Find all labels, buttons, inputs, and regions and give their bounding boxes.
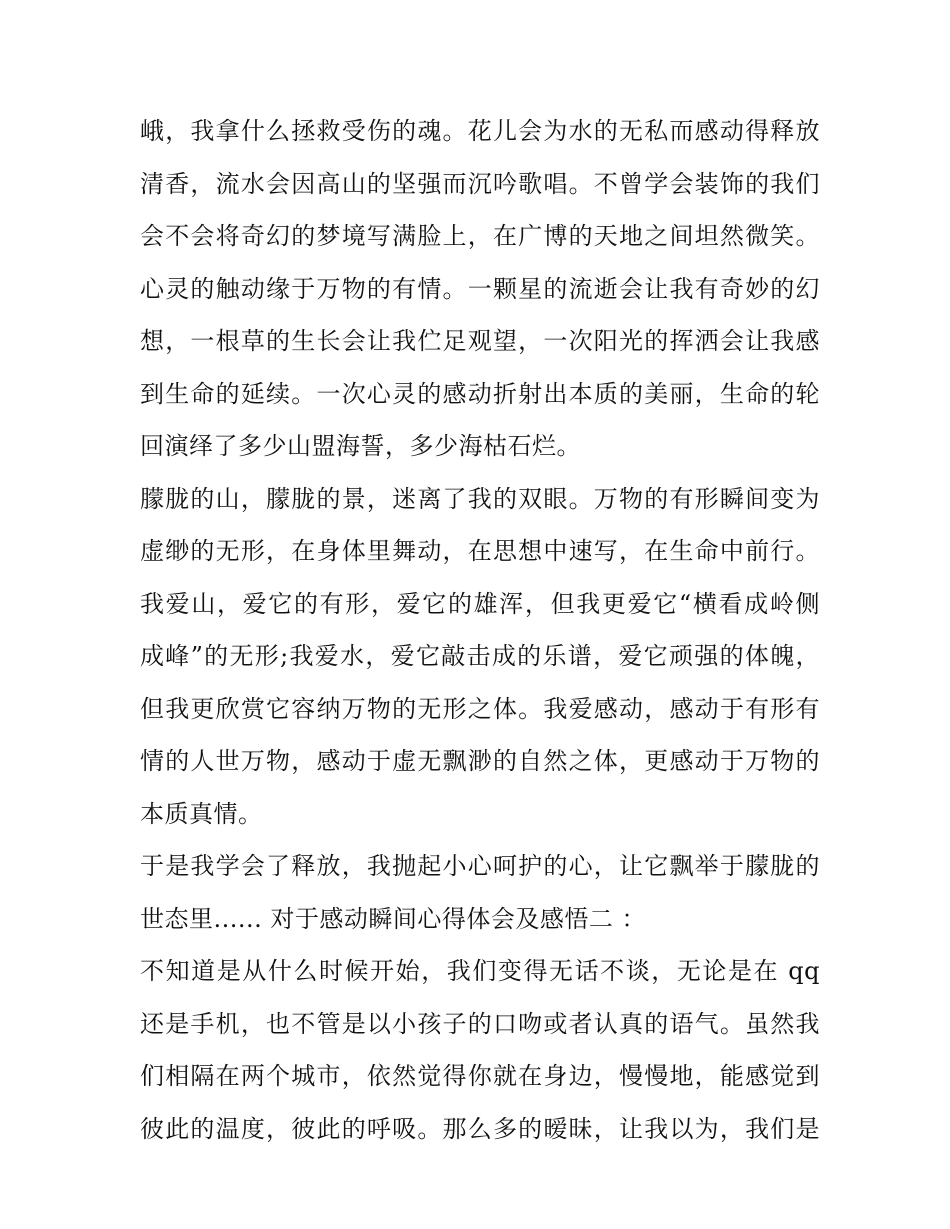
text-line-13: 情的人世万物，感动于虚无飘渺的自然之体，更感动于万物的 — [140, 747, 820, 775]
body-text — [140, 107, 820, 1157]
text-line-11: 成峰”的无形;我爱水，爱它敲击成的乐谱，爱它顽强的体魄， — [140, 642, 820, 670]
text-line-16: 世态里...... 对于感动瞬间心得体会及感悟二 ： — [140, 904, 647, 933]
text-line-12: 但我更欣赏它容纳万物的无形之体。我爱感动，感动于有形有 — [140, 694, 820, 723]
text-line-5: 想，一根草的生长会让我伫足观望，一次阳光的挥洒会让我感 — [140, 327, 820, 355]
text-line-4: 心灵的触动缘于万物的有情。一颗星的流逝会让我有奇妙的幻 — [140, 274, 820, 303]
text-line-19: 们相隔在两个城市，依然觉得你就在身边，慢慢地，能感觉到 — [140, 1062, 820, 1090]
text-line-8: 朦胧的山，朦胧的景，迷离了我的双眼。万物的有形瞬间变为 — [140, 484, 820, 513]
text-line-3: 会不会将奇幻的梦境写满脸上，在广博的天地之间坦然微笑。 — [140, 222, 820, 250]
text-line-6: 到生命的延续。一次心灵的感动折射出本质的美丽，生命的轮 — [140, 379, 820, 408]
text-line-20: 彼此的温度，彼此的呼吸。那么多的暧昧，让我以为，我们是 — [140, 1114, 820, 1143]
text-line-14: 本质真情。 — [140, 799, 263, 828]
text-line-17: 不知道是从什么时候开始，我们变得无话不谈，无论是在 qq — [140, 957, 820, 985]
text-line-2: 清香，流水会因高山的坚强而沉吟歌唱。不曾学会装饰的我们 — [140, 169, 820, 198]
text-line-15: 于是我学会了释放，我抛起小心呵护的心，让它飘举于朦胧的 — [140, 852, 820, 880]
text-line-7: 回演绎了多少山盟海誓，多少海枯石烂。 — [140, 432, 581, 460]
text-line-9: 虚缈的无形，在身体里舞动，在思想中速写，在生命中前行。 — [140, 537, 820, 565]
text-line-1: 峨，我拿什么拯救受伤的魂。花儿会为水的无私而感动得释放 — [140, 117, 820, 145]
text-line-10: 我爱山，爱它的有形，爱它的雄浑，但我更爱它“横看成岭侧 — [140, 589, 820, 618]
text-line-18: 还是手机，也不管是以小孩子的口吻或者认真的语气。虽然我 — [140, 1009, 820, 1038]
